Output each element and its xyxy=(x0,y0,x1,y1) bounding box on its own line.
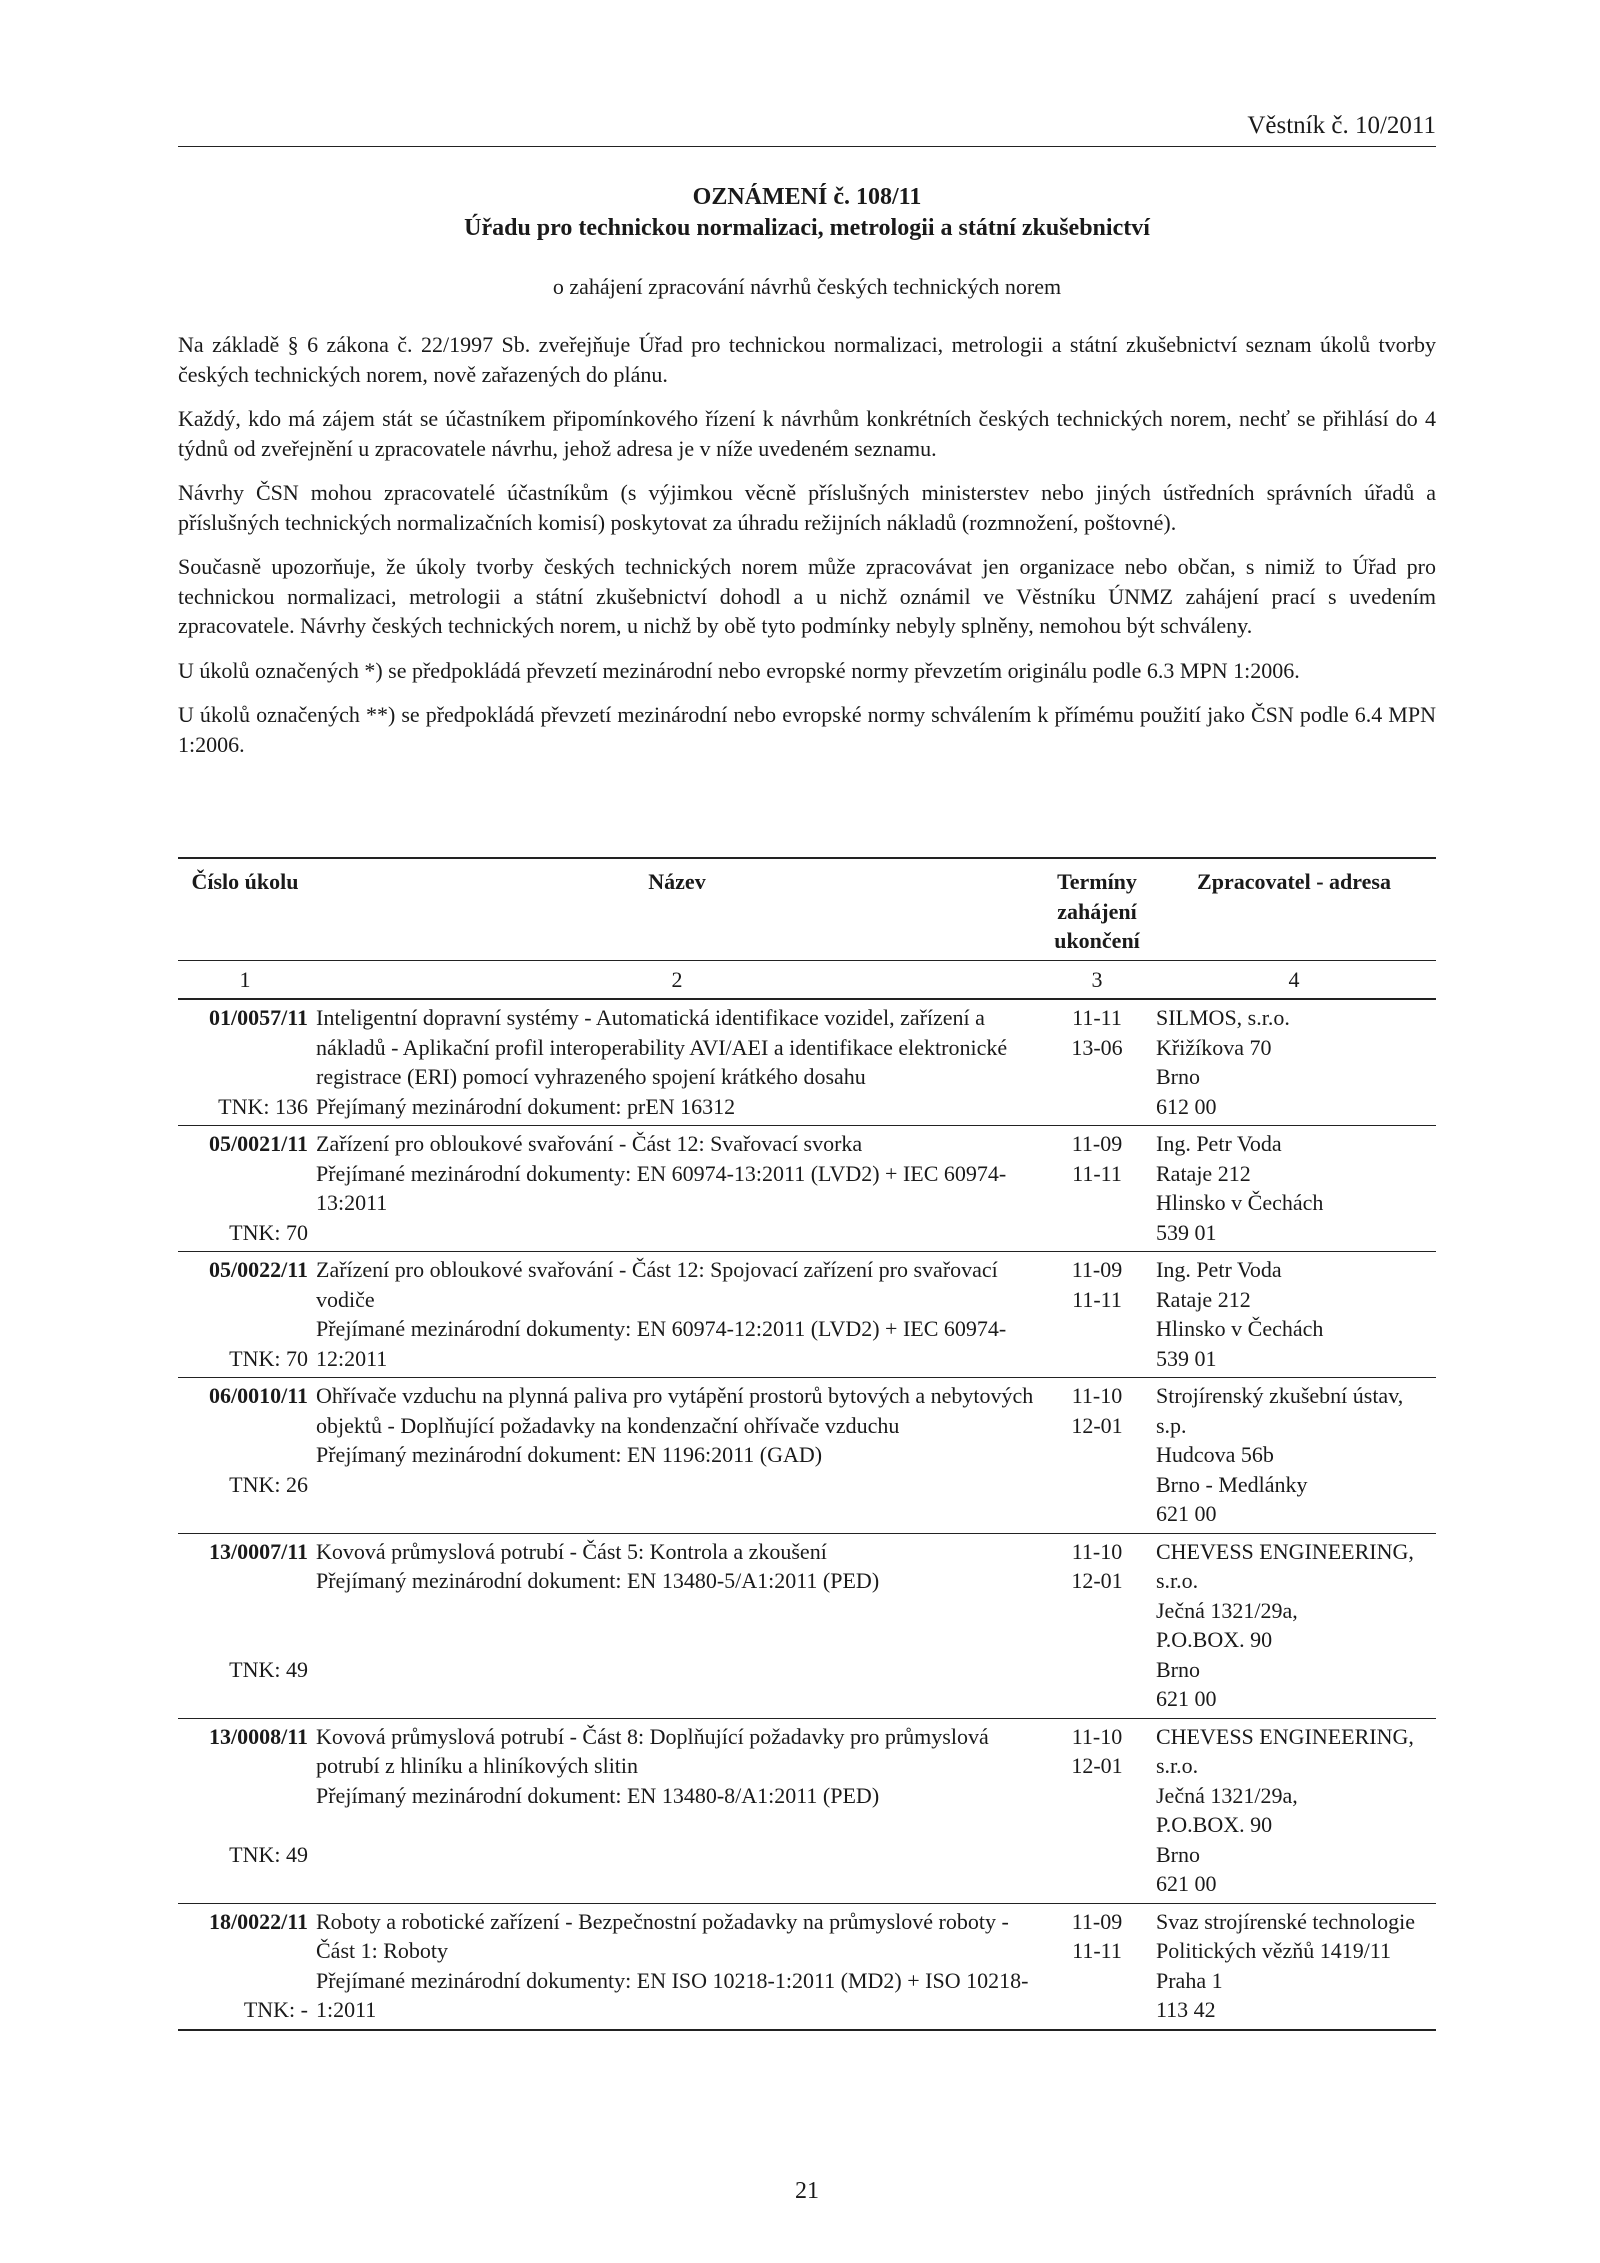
paragraph: Návrhy ČSN mohou zpracovatelé účastníkům (s výjimkou věcně příslušných ministerstev nebo jiných ústředních správních úřadů a příslušných technických normalizačních komisí) poskytovat za úhradu režijních nákladů (rozmnožení, poštovné). xyxy=(178,480,1436,535)
task-name-cell xyxy=(312,1533,1042,1718)
task-name: Ohřívače vzduchu na plynná paliva pro vytápění prostorů bytových a nebytových objektů - Doplňující požadavky na kondenzační ohřívače vzduchu xyxy=(316,1383,1034,1438)
term-end: 11-11 xyxy=(1072,1286,1122,1312)
term-start: 11-09 xyxy=(1071,1131,1123,1156)
task-name: Roboty a robotické zařízení - Bezpečnostní požadavky na průmyslové roboty - Část 1: Roboty xyxy=(316,1908,1009,1963)
task-document: Přejímaný mezinárodní dokument: prEN 16312 xyxy=(316,1093,736,1119)
task-code: 13/0007/11 xyxy=(208,1538,308,1564)
task-name-cell xyxy=(312,1903,1042,2030)
table-row xyxy=(178,1718,1436,1903)
notice-issuer: Úřadu pro technickou normalizaci, metrologii a státní zkušebnictví xyxy=(464,215,1150,241)
header-terms-line: ukončení xyxy=(1054,928,1140,953)
term-end: 11-11 xyxy=(1072,1938,1122,1963)
tnk-label: TNK: 136 xyxy=(218,1093,308,1119)
address-line: SILMOS, s.r.o. xyxy=(1156,1005,1290,1030)
address-line: Strojírenský zkušební ústav, s.p. xyxy=(1156,1383,1404,1438)
task-code: 13/0008/11 xyxy=(208,1723,308,1749)
address-line: Svaz strojírenské technologie xyxy=(1156,1908,1416,1934)
task-number-cell xyxy=(178,999,312,1126)
task-document: Přejímaný mezinárodní dokument: EN 13480-8/A1:2011 (PED) xyxy=(316,1782,880,1808)
address-line: Brno xyxy=(1156,1656,1200,1682)
header-name: Název xyxy=(312,858,1042,960)
task-code: 05/0022/11 xyxy=(208,1257,308,1282)
processor-address-cell xyxy=(1152,1718,1436,1903)
task-name-cell xyxy=(312,999,1042,1126)
paragraph: Současně upozorňuje, že úkoly tvorby českých technických norem může zpracovávat jen organizace nebo občan, s nimiž to Úřad pro technickou normalizaci, metrologii a státní zkušebnictví dohodl a u nichž oznámil ve Věstníku ÚNMZ zahájení prací s uvedením zpracovatele. Návrhy českých technických norem, u nichž by obě tyto podmínky nebyly splněny, nemohou být schváleny. xyxy=(178,554,1436,638)
address-line: 113 42 xyxy=(1156,1997,1216,2022)
header-terms xyxy=(1042,858,1152,960)
address-line: Brno - Medlánky xyxy=(1156,1471,1308,1497)
task-document: Přejímané mezinárodní dokumenty: EN ISO 10218-1:2011 (MD2) + ISO 10218-1:2011 xyxy=(316,1967,1029,2022)
task-code: 06/0010/11 xyxy=(208,1383,308,1408)
term-end: 12-01 xyxy=(1071,1412,1123,1438)
address-line: 539 01 xyxy=(1156,1219,1217,1245)
column-number: 2 xyxy=(312,960,1042,999)
tnk-label: TNK: 70 xyxy=(229,1345,308,1371)
paragraph: U úkolů označených **) se předpokládá převzetí mezinárodní nebo evropské normy schválením k přímému použití jako ČSN podle 6.4 MPN 1:2006. xyxy=(178,702,1436,757)
address-line: 621 00 xyxy=(1156,1686,1217,1711)
address-line: Rataje 212 xyxy=(1156,1160,1251,1186)
address-line: Ing. Petr Voda xyxy=(1156,1131,1282,1156)
address-line: CHEVESS ENGINEERING, s.r.o. xyxy=(1156,1538,1414,1593)
task-number-cell xyxy=(178,1718,312,1903)
task-number-cell xyxy=(178,1903,312,2030)
task-terms-cell xyxy=(1042,1718,1152,1903)
header-processor: Zpracovatel - adresa xyxy=(1152,858,1436,960)
table-row xyxy=(178,999,1436,1126)
term-start: 11-10 xyxy=(1071,1723,1123,1749)
task-number-cell xyxy=(178,1378,312,1534)
address-line: Brno xyxy=(1156,1064,1200,1089)
table-row xyxy=(178,1126,1436,1252)
address-line: Hlinsko v Čechách xyxy=(1156,1316,1324,1341)
task-terms-cell xyxy=(1042,1378,1152,1534)
paragraph: U úkolů označených *) se předpokládá převzetí mezinárodní nebo evropské normy převzetím originálu podle 6.3 MPN 1:2006. xyxy=(178,657,1300,683)
task-terms-cell xyxy=(1042,999,1152,1126)
processor-address-cell xyxy=(1152,1126,1436,1252)
term-start: 11-10 xyxy=(1071,1383,1123,1408)
term-end: 11-11 xyxy=(1072,1160,1122,1186)
paragraph: Na základě § 6 zákona č. 22/1997 Sb. zveřejňuje Úřad pro technickou normalizaci, metrologii a státní zkušebnictví seznam úkolů tvorby českých technických norem, nově zařazených do plánu. xyxy=(178,332,1436,387)
task-name: Zařízení pro obloukové svařování - Část 12: Spojovací zařízení pro svařovací vodiče xyxy=(316,1257,998,1312)
address-line: 539 01 xyxy=(1156,1345,1217,1371)
task-code: 01/0057/11 xyxy=(208,1005,308,1030)
table-row xyxy=(178,1903,1436,2030)
tnk-label: TNK: 70 xyxy=(229,1219,308,1245)
task-code: 18/0022/11 xyxy=(208,1908,308,1934)
address-line: Ing. Petr Voda xyxy=(1156,1257,1282,1282)
task-name: Kovová průmyslová potrubí - Část 8: Doplňující požadavky pro průmyslová potrubí z hliníku a hliníkových slitin xyxy=(316,1723,989,1778)
tasks-table xyxy=(178,857,1436,2031)
address-line: Praha 1 xyxy=(1156,1967,1223,1993)
task-terms-cell xyxy=(1042,1533,1152,1718)
notice-number: OZNÁMENÍ č. 108/11 xyxy=(692,184,922,210)
task-name: Zařízení pro obloukové svařování - Část 12: Svařovací svorka xyxy=(316,1131,863,1156)
address-line: Ječná 1321/29a, xyxy=(1156,1597,1298,1623)
table-row xyxy=(178,1252,1436,1378)
address-line: 612 00 xyxy=(1156,1093,1217,1119)
task-name-cell xyxy=(312,1252,1042,1378)
term-end: 12-01 xyxy=(1071,1568,1123,1593)
paragraph: Každý, kdo má zájem stát se účastníkem připomínkového řízení k návrhům konkrétních českých technických norem, nechť se přihlásí do 4 týdnů od zveřejnění u zpracovatele návrhu, jehož adresa je v níže uvedeném seznamu. xyxy=(178,406,1436,461)
processor-address-cell xyxy=(1152,1903,1436,2030)
processor-address-cell xyxy=(1152,999,1436,1126)
address-line: Rataje 212 xyxy=(1156,1286,1251,1312)
task-number-cell xyxy=(178,1533,312,1718)
header-task-number: Číslo úkolu xyxy=(178,858,312,960)
notice-subject: o zahájení zpracování návrhů českých technických norem xyxy=(552,274,1062,299)
column-number: 4 xyxy=(1152,960,1436,999)
address-line: Křižíkova 70 xyxy=(1156,1034,1272,1060)
address-line: Brno xyxy=(1156,1841,1200,1867)
processor-address-cell xyxy=(1152,1378,1436,1534)
table-header-row xyxy=(178,858,1436,960)
task-terms-cell xyxy=(1042,1903,1152,2030)
task-document: Přejímané mezinárodní dokumenty: EN 60974-13:2011 (LVD2) + IEC 60974-13:2011 xyxy=(316,1160,1007,1215)
header-terms-line: Termíny xyxy=(1057,869,1137,894)
journal-running-head: Věstník č. 10/2011 xyxy=(1247,112,1436,139)
task-document: Přejímaný mezinárodní dokument: EN 1196:2011 (GAD) xyxy=(316,1442,823,1467)
address-line: P.O.BOX. 90 xyxy=(1156,1812,1273,1837)
term-start: 11-10 xyxy=(1071,1538,1123,1564)
processor-address-cell xyxy=(1152,1252,1436,1378)
task-terms-cell xyxy=(1042,1252,1152,1378)
term-start: 11-09 xyxy=(1071,1257,1123,1282)
column-number: 3 xyxy=(1042,960,1152,999)
term-start: 11-09 xyxy=(1071,1908,1123,1934)
tnk-label: TNK: 49 xyxy=(229,1656,308,1682)
address-line: Ječná 1321/29a, xyxy=(1156,1782,1298,1808)
term-start: 11-11 xyxy=(1072,1005,1122,1030)
task-name-cell xyxy=(312,1126,1042,1252)
address-line: Hlinsko v Čechách xyxy=(1156,1190,1324,1215)
task-name: Kovová průmyslová potrubí - Část 5: Kontrola a zkoušení xyxy=(316,1538,827,1564)
tnk-label: TNK: 49 xyxy=(229,1841,308,1867)
task-name-cell xyxy=(312,1718,1042,1903)
address-line: Hudcova 56b xyxy=(1156,1442,1274,1467)
task-name-cell xyxy=(312,1378,1042,1534)
address-line: P.O.BOX. 90 xyxy=(1156,1627,1273,1652)
table-row xyxy=(178,1533,1436,1718)
term-end: 12-01 xyxy=(1071,1753,1123,1778)
term-end: 13-06 xyxy=(1071,1034,1123,1060)
header-terms-line: zahájení xyxy=(1057,898,1137,924)
column-number: 1 xyxy=(178,960,312,999)
page-number: 21 xyxy=(795,2178,819,2204)
task-number-cell xyxy=(178,1252,312,1378)
tnk-label: TNK: 26 xyxy=(229,1471,308,1497)
processor-address-cell xyxy=(1152,1533,1436,1718)
column-number-row xyxy=(178,960,1436,999)
address-line: CHEVESS ENGINEERING, s.r.o. xyxy=(1156,1723,1414,1778)
table-row xyxy=(178,1378,1436,1534)
tnk-label: TNK: - xyxy=(243,1997,308,2022)
task-document: Přejímané mezinárodní dokumenty: EN 60974-12:2011 (LVD2) + IEC 60974-12:2011 xyxy=(316,1316,1007,1371)
task-rows xyxy=(178,999,1436,2030)
address-line: Politických vězňů 1419/11 xyxy=(1156,1938,1392,1963)
task-document: Přejímaný mezinárodní dokument: EN 13480-5/A1:2011 (PED) xyxy=(316,1568,880,1593)
task-code: 05/0021/11 xyxy=(208,1131,308,1156)
address-line: 621 00 xyxy=(1156,1871,1217,1896)
task-number-cell xyxy=(178,1126,312,1252)
address-line: 621 00 xyxy=(1156,1501,1217,1526)
notice-body xyxy=(178,330,1436,774)
header-rule xyxy=(178,146,1436,147)
task-terms-cell xyxy=(1042,1126,1152,1252)
task-name: Inteligentní dopravní systémy - Automatická identifikace vozidel, zařízení a nákladů - Aplikační profil interoperability AVI/AEI a identifikace elektronické registrace (ERI) pomocí vyhrazeného spojení krátkého dosahu xyxy=(316,1005,1008,1089)
